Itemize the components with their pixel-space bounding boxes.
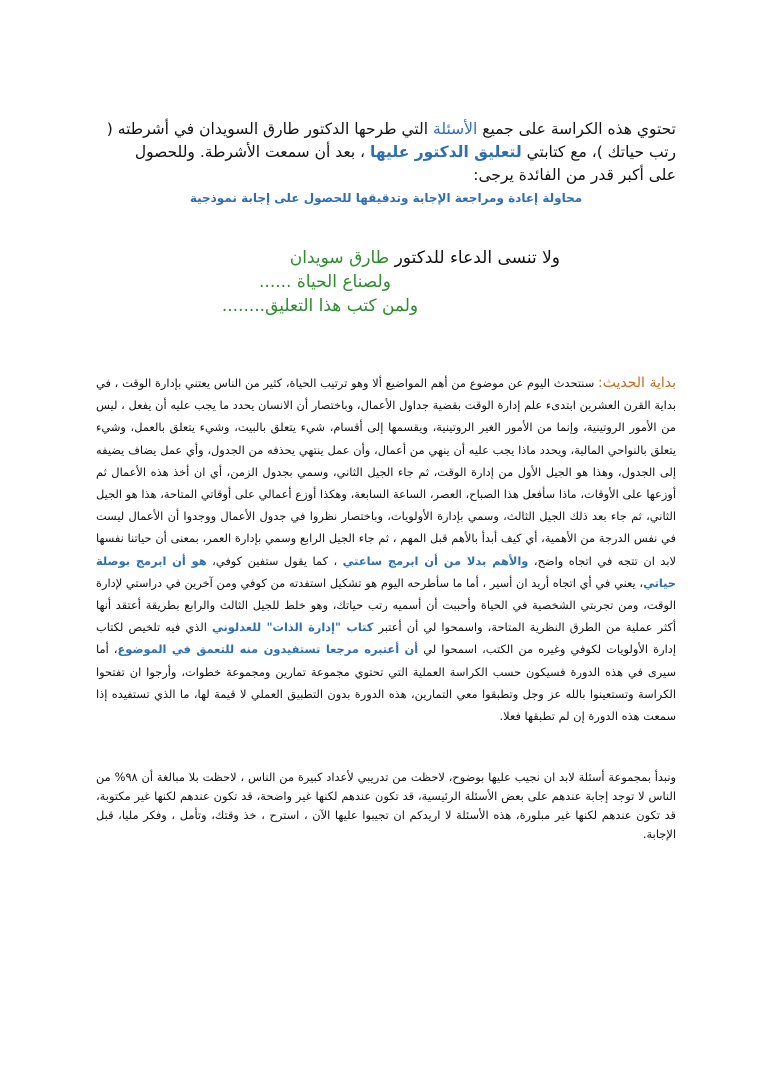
- dua-line-2: ولصناع الحياة ......: [259, 272, 391, 292]
- dua-section: [140, 246, 560, 318]
- highlight-commentary: لتعليق الدكتور عليها: [370, 143, 522, 161]
- highlight-questions: الأسئلة: [433, 120, 478, 138]
- section-heading: بداية الحديث:: [598, 375, 677, 391]
- intro-line-3: على أكبر قدر من الفائدة يرجى:: [473, 166, 676, 184]
- author-name: طارق سويدان: [289, 248, 390, 268]
- main-paragraph: بداية الحديث: سنتحدث اليوم عن موضوع من أهم المواضيع ألا وهو ترتيب الحياة، كثير من الناس يعتني بإدارة الوقت ، في بداية القرن العشرين ابتدىء علم إدارة الوقت بقضية جداول الأعمال، وباختصار أن الانسان يحدد ما يجب عليه أن يفعل ، ليس من الأمور الروتينية، وإنما من الأمور الغير الروتينية، ويقسمها إلى أقسام، شيء يتعلق بالبيت، وشيء يتعلق بالعمل، وشيء يتعلق بالنواحي المالية، ويحدد ماذا يجب عليه أن ينهي من أعمال، وأن عمل ينتهي يحذفه من الجدول، وأي عمل يضاف يضيفه إلى الجدول، وهذا هو الجيل الأول من إدارة الوقت، ثم جاء الجيل الثاني، وسمي بجدول الزمن، أي ان أخذ هذه الأعمال ثم أوزعها على الأوقات، ماذا سأفعل هذا الصباح، العصر، الساعة السابعة، وهكذا أوزع أعمالي على أوقاتي المتاحة، هذا هو الجيل الثاني، ثم جاء بعد ذلك الجيل الثالث، وسمي بإدارة الأولويات، وباختصار نظروا في جدول الأعمال ووجدوا أن الأعمال ليست في نفس الدرجة من الأهمية، أي كيف أبدأ بالأهم قبل المهم ، ثم جاء الجيل الرابع وسمي بإدارة العمر، بمعنى أن حياتنا نفسها لابد ان تتجه في اتجاه واضح، والأهم بدلا من أن ابرمج ساعتي ، كما يقول ستفين كوفي، هو أن ابرمج بوصلة حياتي، يعني في أي اتجاه أريد ان أسير ، أما ما سأطرحه اليوم هو تشكيل استفدته من كوفي ومن آخرين في دراستي لإدارة الوقت، ومن تجربتي الشخصية في الحياة وأحببت أن أسميه رتب حياتك، وهو خلط للجيل الثالث والرابع بطريقة أعتقد أنها أكثر عملية من الطرق النظرية المتاحة، واسمحوا لي أن أعتبر كتاب "إدارة الذات" للعدلوني الذي فيه تلخيص لكتاب إدارة الأولويات لكوفي وغيره من الكتب، اسمحوا لي أن أعتبره مرجعا تستفيدون منه للتعمق في الموضوع، أما سيرى في هذه الدورة فسيكون حسب الكراسة العملية التي تحتوي مجموعة تمارين ومجموعة خطوات، وأرجوا ان تفتحوا الكراسة وتستعينوا بالله عز وجل وتطبقوا معي التمارين، هذه الدورة بدون التطبيق العملي لا قيمة لها، ما الذي تستفيده إذا سمعت هذه الدورة إن لم تطبقها فعلا.: [96, 375, 677, 724]
- bold-phrase-4: أن أعتبره مرجعا تستفيدون منه للتعمق في الموضوع: [117, 642, 419, 657]
- intro-section: [96, 118, 676, 210]
- dua-line-3: ولمن كتب هذا التعليق........: [221, 296, 419, 316]
- dua-line-1: ولا تنسى الدعاء للدكتور طارق سويدان: [289, 248, 560, 268]
- bold-phrase-3: كتاب "إدارة الذات" للعدلوني: [211, 620, 374, 635]
- intro-line-1: تحتوي هذه الكراسة على جميع الأسئلة التي طرحها الدكتور طارق السويدان في أشرطته (: [106, 120, 676, 138]
- second-paragraph: ونبدأ بمجموعة أسئلة لابد ان نجيب عليها بوضوح، لاحظت من تدريبي لأعداد كبيرة من الناس ، لاحظت بلا مبالغة أن ٩٨% من الناس لا توجد إجابة عندهم على بعض الأسئلة الرئيسية، قد تكون عندهم لكنها غير واضحة، قد تكون عندهم لكنها غير مكتوبة، قد تكون عندهم لكنها غير مبلورة، هذه الأسئلة لا اريدكم ان تجيبوا عليها الآن ، استرح ، خذ وقتك، وتأمل ، وفكر مليا، قبل الإجابة.: [96, 770, 676, 841]
- bold-phrase-2: هو أن ابرمج بوصلة حياتي: [96, 553, 676, 590]
- intro-line-2: رتب حياتك )، مع كتابتي لتعليق الدكتور عليها ، بعد أن سمعت الأشرطة. وللحصول: [134, 143, 676, 161]
- intro-subline: محاولة إعادة ومراجعة الإجابة وتدقيقها للحصول على إجابة نموذجية: [189, 191, 583, 205]
- bold-phrase-1: والأهم بدلا من أن ابرمج ساعتي: [342, 553, 529, 568]
